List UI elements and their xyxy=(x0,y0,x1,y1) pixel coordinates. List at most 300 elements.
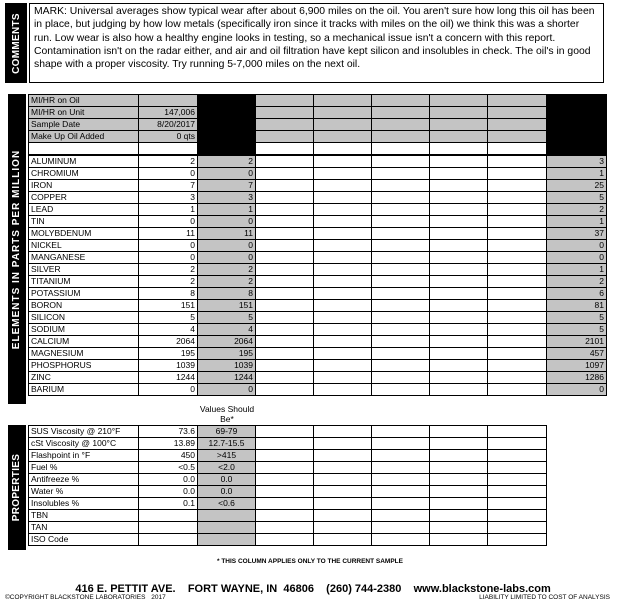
history-cell xyxy=(372,300,430,312)
property-name: TBN xyxy=(29,510,139,522)
spacer-cell xyxy=(139,143,198,155)
history-cell xyxy=(256,348,314,360)
history-cell xyxy=(488,168,547,180)
history-cell xyxy=(256,522,314,534)
history-cell xyxy=(256,312,314,324)
element-row xyxy=(29,348,607,360)
history-cell xyxy=(314,384,372,396)
element-universal-avg: 1286 xyxy=(547,372,607,384)
element-universal-avg: 25 xyxy=(547,180,607,192)
element-universal-avg: 457 xyxy=(547,348,607,360)
comments-sidebar xyxy=(5,3,27,83)
universal-avg-cell xyxy=(547,107,607,119)
properties-sidebar xyxy=(8,425,26,550)
history-cell xyxy=(256,324,314,336)
history-cell xyxy=(314,216,372,228)
history-cell xyxy=(256,486,314,498)
element-row xyxy=(29,252,607,264)
element-value: 0 xyxy=(139,216,198,228)
footer-address xyxy=(0,571,620,595)
element-value: 2 xyxy=(139,264,198,276)
element-name: MOLYBDENUM xyxy=(29,228,139,240)
history-cell xyxy=(314,300,372,312)
unit-avg-cell xyxy=(198,143,256,155)
element-unit-avg: 8 xyxy=(198,288,256,300)
history-cell xyxy=(314,119,372,131)
history-cell xyxy=(430,348,488,360)
property-row xyxy=(29,534,607,546)
sample-info-value: 8/20/2017 xyxy=(139,119,198,131)
history-cell xyxy=(314,348,372,360)
property-name: Water % xyxy=(29,486,139,498)
history-cell xyxy=(314,438,372,450)
history-cell xyxy=(488,288,547,300)
history-cell xyxy=(256,534,314,546)
history-cell xyxy=(314,288,372,300)
element-unit-avg: 151 xyxy=(198,300,256,312)
element-name: BORON xyxy=(29,300,139,312)
spacer-cell xyxy=(314,143,372,155)
history-cell xyxy=(256,336,314,348)
history-cell xyxy=(314,510,372,522)
footer-note-text: * THIS COLUMN APPLIES ONLY TO THE CURRENT SAMPLE xyxy=(217,558,403,565)
sample-info-row xyxy=(29,95,607,107)
sample-info-row xyxy=(29,119,607,131)
sample-info-table xyxy=(28,94,607,155)
unit-avg-cell xyxy=(198,107,256,119)
values-should-be-header xyxy=(197,404,257,424)
history-cell xyxy=(372,426,430,438)
history-cell xyxy=(256,426,314,438)
history-cell xyxy=(256,252,314,264)
element-name: BARIUM xyxy=(29,384,139,396)
property-row xyxy=(29,462,607,474)
history-cell xyxy=(372,180,430,192)
history-cell xyxy=(314,534,372,546)
element-universal-avg: 5 xyxy=(547,192,607,204)
history-cell xyxy=(256,264,314,276)
element-unit-avg: 2064 xyxy=(198,336,256,348)
history-cell xyxy=(430,300,488,312)
element-name: TIN xyxy=(29,216,139,228)
history-cell xyxy=(256,119,314,131)
history-cell xyxy=(488,156,547,168)
history-cell xyxy=(430,384,488,396)
history-cell xyxy=(488,131,547,143)
history-cell xyxy=(314,450,372,462)
history-cell xyxy=(488,348,547,360)
values-should-be-text: Values Should Be* xyxy=(199,404,255,424)
element-universal-avg: 3 xyxy=(547,156,607,168)
history-cell xyxy=(256,450,314,462)
history-cell xyxy=(488,522,547,534)
element-value: 4 xyxy=(139,324,198,336)
history-cell xyxy=(314,192,372,204)
history-cell xyxy=(372,324,430,336)
element-name: CHROMIUM xyxy=(29,168,139,180)
element-value: 2 xyxy=(139,276,198,288)
sample-info-label: MI/HR on Unit xyxy=(29,107,139,119)
history-cell xyxy=(256,510,314,522)
footer-address-text: 416 E. PETTIT AVE. FORT WAYNE, IN 46806 (260) 744-2380 www.blackstone-labs.com xyxy=(75,583,551,595)
history-cell xyxy=(547,498,607,510)
history-cell xyxy=(314,156,372,168)
element-unit-avg: 1 xyxy=(198,204,256,216)
element-row xyxy=(29,360,607,372)
element-name: MANGANESE xyxy=(29,252,139,264)
sample-info-label: Make Up Oil Added xyxy=(29,131,139,143)
element-value: 1 xyxy=(139,204,198,216)
history-cell xyxy=(547,534,607,546)
element-universal-avg: 1097 xyxy=(547,360,607,372)
element-row xyxy=(29,276,607,288)
property-row xyxy=(29,522,607,534)
property-value xyxy=(139,522,198,534)
history-cell xyxy=(430,216,488,228)
history-cell xyxy=(372,372,430,384)
element-unit-avg: 3 xyxy=(198,192,256,204)
element-row xyxy=(29,216,607,228)
element-universal-avg: 81 xyxy=(547,300,607,312)
comments-label: COMMENTS xyxy=(10,12,22,74)
history-cell xyxy=(372,360,430,372)
property-row xyxy=(29,450,607,462)
element-universal-avg: 6 xyxy=(547,288,607,300)
element-name: CALCIUM xyxy=(29,336,139,348)
element-unit-avg: 11 xyxy=(198,228,256,240)
history-cell xyxy=(314,474,372,486)
property-should-be: 0.0 xyxy=(198,486,256,498)
property-row xyxy=(29,498,607,510)
history-cell xyxy=(314,486,372,498)
property-should-be: 0.0 xyxy=(198,474,256,486)
history-cell xyxy=(488,107,547,119)
history-cell xyxy=(256,384,314,396)
history-cell xyxy=(488,276,547,288)
history-cell xyxy=(314,180,372,192)
element-value: 0 xyxy=(139,384,198,396)
history-cell xyxy=(256,240,314,252)
property-value: 0.0 xyxy=(139,474,198,486)
history-cell xyxy=(256,204,314,216)
footer-note xyxy=(0,558,620,565)
element-value: 151 xyxy=(139,300,198,312)
element-unit-avg: 0 xyxy=(198,252,256,264)
history-cell xyxy=(372,156,430,168)
element-unit-avg: 2 xyxy=(198,276,256,288)
element-name: POTASSIUM xyxy=(29,288,139,300)
sample-info-value: 0 qts xyxy=(139,131,198,143)
element-value: 11 xyxy=(139,228,198,240)
history-cell xyxy=(430,372,488,384)
universal-avg-cell xyxy=(547,131,607,143)
element-row xyxy=(29,180,607,192)
property-name: cSt Viscosity @ 100°C xyxy=(29,438,139,450)
element-row xyxy=(29,372,607,384)
element-row xyxy=(29,288,607,300)
property-row xyxy=(29,426,607,438)
history-cell xyxy=(430,180,488,192)
element-name: ALUMINUM xyxy=(29,156,139,168)
element-name: SILICON xyxy=(29,312,139,324)
element-universal-avg: 37 xyxy=(547,228,607,240)
history-cell xyxy=(372,288,430,300)
element-universal-avg: 0 xyxy=(547,384,607,396)
history-cell xyxy=(314,168,372,180)
property-value: 0.0 xyxy=(139,486,198,498)
history-cell xyxy=(314,240,372,252)
history-cell xyxy=(372,336,430,348)
element-row xyxy=(29,204,607,216)
history-cell xyxy=(372,216,430,228)
element-unit-avg: 0 xyxy=(198,216,256,228)
element-value: 0 xyxy=(139,168,198,180)
history-cell xyxy=(256,300,314,312)
history-cell xyxy=(372,95,430,107)
history-cell xyxy=(256,372,314,384)
history-cell xyxy=(372,252,430,264)
sample-info-row xyxy=(29,107,607,119)
history-cell xyxy=(430,119,488,131)
element-name: TITANIUM xyxy=(29,276,139,288)
history-cell xyxy=(430,107,488,119)
history-cell xyxy=(372,510,430,522)
history-cell xyxy=(256,131,314,143)
history-cell xyxy=(488,312,547,324)
history-cell xyxy=(488,372,547,384)
elements-table xyxy=(28,155,607,396)
element-universal-avg: 2 xyxy=(547,204,607,216)
element-unit-avg: 0 xyxy=(198,384,256,396)
history-cell xyxy=(430,228,488,240)
history-cell xyxy=(314,372,372,384)
element-row xyxy=(29,324,607,336)
element-universal-avg: 0 xyxy=(547,240,607,252)
history-cell xyxy=(372,450,430,462)
property-value: 0.1 xyxy=(139,498,198,510)
history-cell xyxy=(372,474,430,486)
history-cell xyxy=(430,192,488,204)
history-cell xyxy=(488,450,547,462)
history-cell xyxy=(430,336,488,348)
element-unit-avg: 5 xyxy=(198,312,256,324)
history-cell xyxy=(430,95,488,107)
property-value: 450 xyxy=(139,450,198,462)
history-cell xyxy=(488,300,547,312)
history-cell xyxy=(430,240,488,252)
element-universal-avg: 1 xyxy=(547,168,607,180)
history-cell xyxy=(430,131,488,143)
history-cell xyxy=(488,360,547,372)
history-cell xyxy=(372,168,430,180)
element-value: 8 xyxy=(139,288,198,300)
history-cell xyxy=(314,312,372,324)
element-universal-avg: 2101 xyxy=(547,336,607,348)
history-cell xyxy=(430,462,488,474)
copyright-text: ©COPYRIGHT BLACKSTONE LABORATORIES xyxy=(5,594,146,601)
spacer-cell xyxy=(29,143,139,155)
history-cell xyxy=(372,462,430,474)
history-cell xyxy=(488,324,547,336)
history-cell xyxy=(488,486,547,498)
history-cell xyxy=(488,216,547,228)
history-cell xyxy=(488,462,547,474)
history-cell xyxy=(372,384,430,396)
elements-sidebar xyxy=(8,94,26,404)
property-should-be xyxy=(198,522,256,534)
property-value: <0.5 xyxy=(139,462,198,474)
history-cell xyxy=(547,522,607,534)
element-name: NICKEL xyxy=(29,240,139,252)
history-cell xyxy=(488,474,547,486)
history-cell xyxy=(430,438,488,450)
history-cell xyxy=(430,276,488,288)
element-value: 195 xyxy=(139,348,198,360)
history-cell xyxy=(256,95,314,107)
property-name: TAN xyxy=(29,522,139,534)
element-name: ZINC xyxy=(29,372,139,384)
element-name: LEAD xyxy=(29,204,139,216)
history-cell xyxy=(256,107,314,119)
property-should-be: 69-79 xyxy=(198,426,256,438)
history-cell xyxy=(547,510,607,522)
history-cell xyxy=(372,276,430,288)
element-name: COPPER xyxy=(29,192,139,204)
element-unit-avg: 1244 xyxy=(198,372,256,384)
property-value: 73.6 xyxy=(139,426,198,438)
history-cell xyxy=(430,312,488,324)
property-should-be xyxy=(198,534,256,546)
history-cell xyxy=(547,474,607,486)
history-cell xyxy=(256,462,314,474)
element-unit-avg: 2 xyxy=(198,156,256,168)
element-row xyxy=(29,300,607,312)
history-cell xyxy=(547,426,607,438)
history-cell xyxy=(430,252,488,264)
sample-info-row xyxy=(29,131,607,143)
history-cell xyxy=(372,348,430,360)
history-cell xyxy=(372,264,430,276)
history-cell xyxy=(256,228,314,240)
element-name: SODIUM xyxy=(29,324,139,336)
history-cell xyxy=(256,180,314,192)
spacer-cell xyxy=(430,143,488,155)
element-unit-avg: 2 xyxy=(198,264,256,276)
history-cell xyxy=(488,95,547,107)
property-name: Antifreeze % xyxy=(29,474,139,486)
spacer-cell xyxy=(372,143,430,155)
element-row xyxy=(29,264,607,276)
history-cell xyxy=(256,288,314,300)
element-universal-avg: 1 xyxy=(547,216,607,228)
history-cell xyxy=(314,360,372,372)
history-cell xyxy=(488,119,547,131)
element-unit-avg: 7 xyxy=(198,180,256,192)
element-value: 1039 xyxy=(139,360,198,372)
property-value: 13.89 xyxy=(139,438,198,450)
copyright-year: 2017 xyxy=(151,594,166,601)
element-universal-avg: 1 xyxy=(547,264,607,276)
history-cell xyxy=(314,264,372,276)
spacer-cell xyxy=(488,143,547,155)
history-cell xyxy=(488,498,547,510)
elements-label: ELEMENTS IN PARTS PER MILLION xyxy=(11,149,23,349)
element-unit-avg: 0 xyxy=(198,168,256,180)
element-name: SILVER xyxy=(29,264,139,276)
element-unit-avg: 195 xyxy=(198,348,256,360)
history-cell xyxy=(430,474,488,486)
history-cell xyxy=(256,276,314,288)
history-cell xyxy=(430,522,488,534)
unit-avg-cell xyxy=(198,119,256,131)
element-row xyxy=(29,168,607,180)
element-universal-avg: 0 xyxy=(547,252,607,264)
history-cell xyxy=(430,486,488,498)
element-row xyxy=(29,336,607,348)
spacer-cell xyxy=(256,143,314,155)
history-cell xyxy=(256,360,314,372)
history-cell xyxy=(488,204,547,216)
element-universal-avg: 5 xyxy=(547,324,607,336)
element-value: 2 xyxy=(139,156,198,168)
unit-avg-cell xyxy=(198,131,256,143)
history-cell xyxy=(430,156,488,168)
history-cell xyxy=(430,450,488,462)
history-cell xyxy=(314,95,372,107)
history-cell xyxy=(488,534,547,546)
history-cell xyxy=(488,438,547,450)
history-cell xyxy=(488,228,547,240)
history-cell xyxy=(372,192,430,204)
history-cell xyxy=(256,498,314,510)
history-cell xyxy=(372,534,430,546)
universal-avg-cell xyxy=(547,95,607,107)
property-row xyxy=(29,438,607,450)
history-cell xyxy=(372,228,430,240)
history-cell xyxy=(430,288,488,300)
history-cell xyxy=(430,510,488,522)
history-cell xyxy=(256,474,314,486)
history-cell xyxy=(488,192,547,204)
property-row xyxy=(29,474,607,486)
history-cell xyxy=(314,107,372,119)
history-cell xyxy=(547,486,607,498)
history-cell xyxy=(372,498,430,510)
unit-avg-cell xyxy=(198,95,256,107)
history-cell xyxy=(430,498,488,510)
property-should-be xyxy=(198,510,256,522)
history-cell xyxy=(372,131,430,143)
history-cell xyxy=(314,336,372,348)
history-cell xyxy=(430,324,488,336)
history-cell xyxy=(314,204,372,216)
history-cell xyxy=(372,240,430,252)
history-cell xyxy=(372,107,430,119)
element-row xyxy=(29,312,607,324)
element-value: 5 xyxy=(139,312,198,324)
element-value: 0 xyxy=(139,252,198,264)
history-cell xyxy=(547,462,607,474)
element-row xyxy=(29,228,607,240)
history-cell xyxy=(430,426,488,438)
footer-liability xyxy=(479,594,610,601)
history-cell xyxy=(314,276,372,288)
spacer-row xyxy=(29,143,607,155)
history-cell xyxy=(430,360,488,372)
property-name: Fuel % xyxy=(29,462,139,474)
footer-copyright xyxy=(5,594,166,601)
history-cell xyxy=(488,252,547,264)
